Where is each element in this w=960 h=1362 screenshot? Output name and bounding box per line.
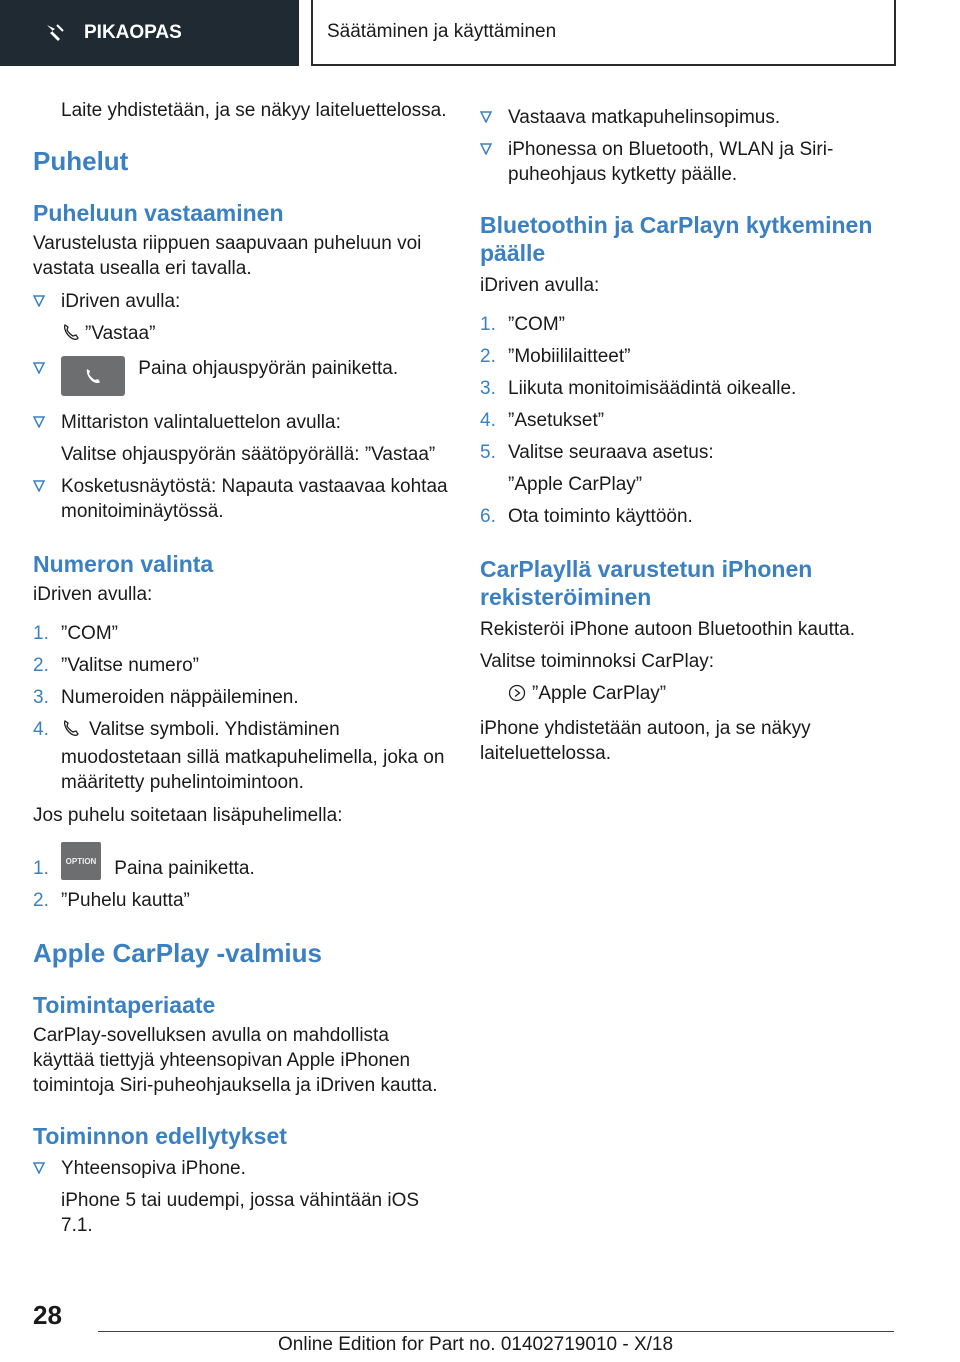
step-item-sub: ”Apple CarPlay” [508,474,643,495]
page-number: 28 [33,1300,62,1330]
heading-puhelut: Puhelut [33,146,129,176]
list-item: Yhteensopiva iPhone. [33,1156,453,1181]
list-item: Kosketusnäytöstä: Napauta vastaavaa kohtaa monitoiminäytössä. [33,474,453,524]
step-item: 4. Valitse symboli. Yhdistäminen muodostetaan sillä matkapuhelimella, joka on määritetty puhelintoimintoon. [33,719,445,793]
step-item: 1. ”COM” [33,623,118,644]
heading-carplay: Apple CarPlay -valmius [33,938,322,968]
reg-sub: ”Apple CarPlay” [480,681,900,709]
bt-intro: iDriven avulla: [480,275,600,296]
heading-answer-call: Puheluun vastaaminen [33,200,284,226]
footer-divider [98,1331,894,1332]
list-item: iPhonessa on Bluetooth, WLAN ja Siri-puheohjaus kytketty päälle. [480,137,900,187]
arrow-right-circle-icon [508,684,532,709]
triangle-bullet-icon [33,356,61,396]
reg-text-2: Valitse toiminnoksi CarPlay: [480,651,715,672]
list-item-sub: Valitse ohjauspyörän säätöpyörällä: ”Vastaa” [61,444,436,465]
list-item: Vastaava matkapuhelinsopimus. [480,105,900,130]
triangle-bullet-icon [33,1156,61,1181]
lightning-icon [44,22,66,44]
heading-register-iphone: CarPlayllä varustetun iPhonen rekisteröiminen [480,556,813,610]
list-item-sub: iPhone 5 tai uudempi, jossa vähintään iOS 7.1. [61,1190,420,1236]
heading-number-dial: Numeron valinta [33,551,214,577]
heading-requirements: Toiminnon edellytykset [33,1123,287,1149]
step-item: 1. ”COM” [480,314,565,335]
extra-phone-text: Jos puhelu soitetaan lisäpuhelimella: [33,805,343,826]
phone-handset-icon [61,718,89,745]
step-item: 4. ”Asetukset” [480,410,605,431]
section-title: Säätäminen ja käyttäminen [311,0,896,66]
step-item: 2. ”Valitse numero” [33,655,199,676]
triangle-bullet-icon [33,289,61,314]
list-item: iDriven avulla: [33,289,453,314]
triangle-bullet-icon [33,410,61,435]
step-item: 1. OPTION Paina painiketta. [33,842,453,881]
step-item: 3. Liikuta monitoimisäädintä oikealle. [480,378,797,399]
tab-label: PIKAOPAS [84,22,182,43]
triangle-bullet-icon [33,474,61,524]
principle-text: CarPlay-sovelluksen avulla on mahdollista käyttää tiettyjä yhteensopivan Apple iPhonen toimintoja Siri-puheohjauksella ja iDriven kautta. [33,1025,438,1096]
step-item: 2. ”Puhelu kautta” [33,890,190,911]
list-item: Mittariston valintaluettelon avulla: [33,410,453,435]
edition-text: Online Edition for Part no. 01402719010 - X/18 [278,1334,674,1355]
page-header [0,0,960,66]
phone-handset-icon [61,322,85,349]
list-item-sub: ”Vastaa” [33,321,453,349]
step-item: 6. Ota toiminto käyttöön. [480,506,693,527]
quick-guide-tab[interactable] [0,0,299,66]
number-intro: iDriven avulla: [33,584,153,605]
heading-principle: Toimintaperiaate [33,992,216,1018]
answer-text: Varustelusta riippuen saapuvaan puheluun voi vastata usealla eri tavalla. [33,233,422,279]
list-item: Paina ohjauspyörän painiketta. [33,356,453,396]
reg-text-1: Rekisteröi iPhone autoon Bluetoothin kautta. [480,619,855,640]
right-column [480,105,900,766]
step-item: 3. Numeroiden näppäileminen. [33,687,299,708]
left-column [33,98,453,1238]
triangle-bullet-icon [480,105,508,130]
option-button: OPTION [61,842,101,880]
heading-bluetooth-carplay: Bluetoothin ja CarPlayn kytkeminen päälle [480,212,873,266]
triangle-bullet-icon [480,137,508,187]
steering-wheel-phone-button [61,356,125,396]
step-item: 5. Valitse seuraava asetus: [480,442,714,463]
reg-text-3: iPhone yhdistetään autoon, ja se näkyy laiteluettelossa. [480,718,811,764]
intro-text: Laite yhdistetään, ja se näkyy laiteluettelossa. [61,100,447,121]
step-item: 2. ”Mobiililaitteet” [480,346,631,367]
